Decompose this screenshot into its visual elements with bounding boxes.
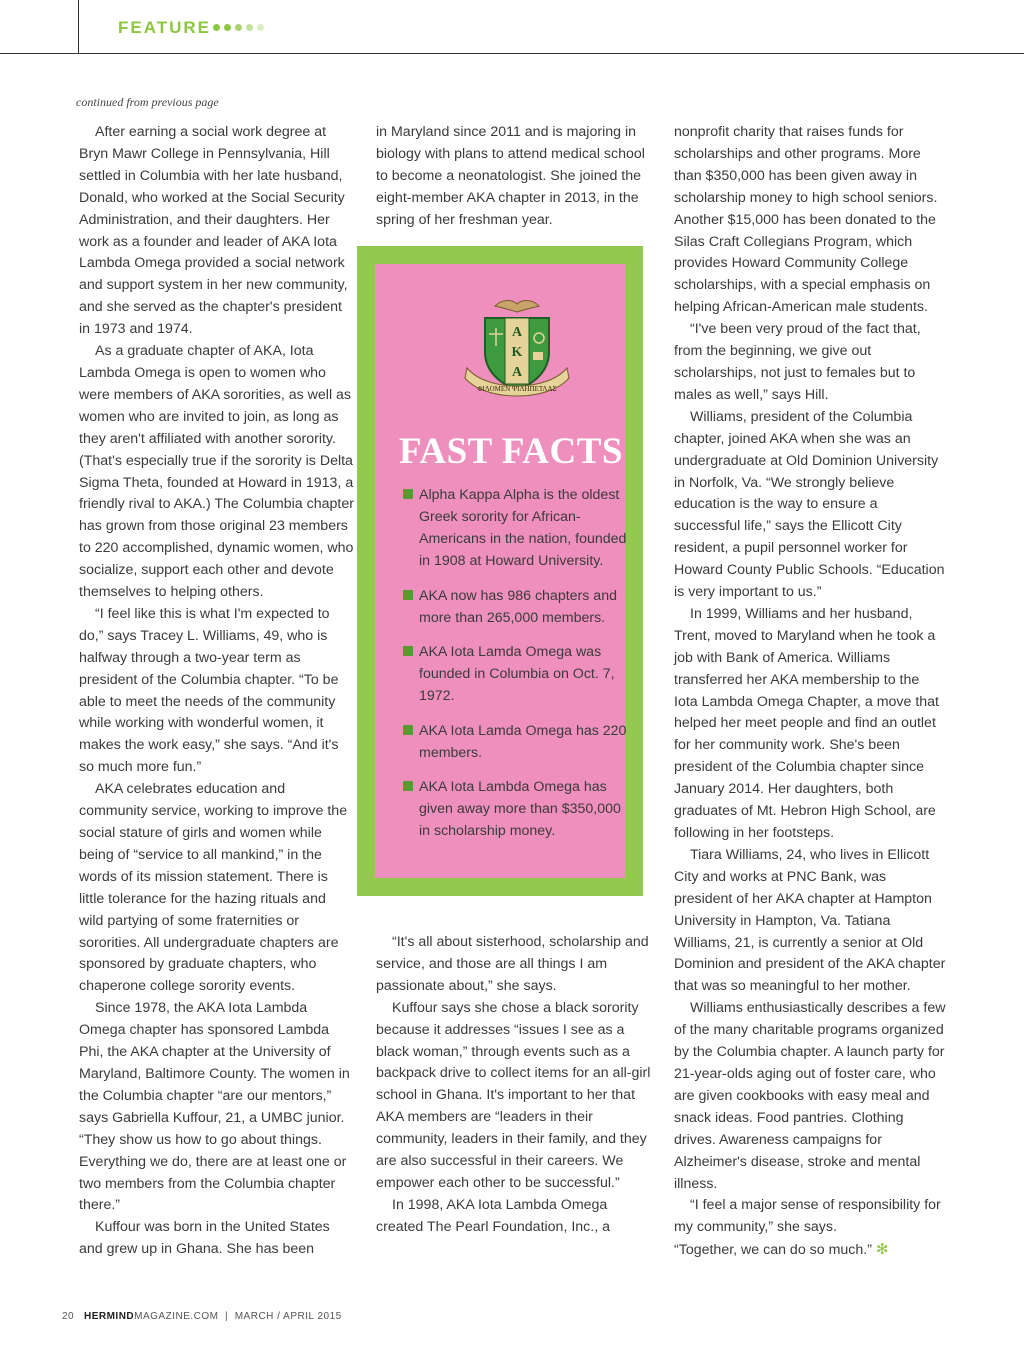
brand-part-1: HERMIND	[83, 1311, 135, 1322]
svg-text:K: K	[511, 345, 523, 360]
paragraph: Since 1978, the AKA Iota Lambda Omega chapter has sponsored Lambda Phi, the AKA chapter at the University of Maryland, Baltimore County. The women in the Columbia chapter “are our mentors,” says Gabriella Kuffour, 21, a UMBC junior. “They show us how to go about things. Everything we do, there are at least one or two members from the Columbia chapter there.”	[79, 1000, 350, 1214]
fact-text: AKA now has 986 chapters and more than 265,000 members.	[419, 587, 617, 626]
dot-icon	[246, 24, 253, 31]
paragraph: In 1998, AKA Iota Lambda Omega created The Pearl Foundation, Inc., a	[376, 1196, 610, 1235]
dot-icon	[224, 24, 231, 31]
square-bullet-icon	[403, 725, 413, 735]
list-item	[403, 776, 627, 842]
svg-text:A: A	[511, 365, 523, 380]
closing-line	[674, 1239, 946, 1262]
page-number: 20	[62, 1311, 75, 1322]
dot-icon	[213, 24, 220, 31]
list-item	[403, 720, 627, 764]
article-column-3	[674, 122, 946, 1262]
list-item	[403, 585, 627, 629]
dot-icon	[235, 24, 242, 31]
footer-separator: |	[225, 1311, 229, 1322]
article-column-1	[79, 122, 354, 1261]
list-item	[403, 484, 627, 572]
paragraph: in Maryland since 2011 and is majoring in biology with plans to attend medical school to become a neonatologist. She joined the eight-member AKA chapter in 2013, in the spring of her freshman year.	[376, 124, 645, 228]
paragraph: In 1999, Williams and her husband, Trent, moved to Maryland when he took a job with Bank of America. Williams transferred her AKA membership to the Iota Lambda Omega Chapter, a move that helped her meet people and find an outlet for her community work. She's been president of the Columbia chapter since January 2014. Her daughters, both graduates of Mt. Hebron High School, are following in her footsteps.	[674, 605, 939, 841]
paragraph: Kuffour says she chose a black sorority because it addresses “issues I see as a black woman,” through events such as a backpack drive to collect items for an all-girl school in Ghana. It's important to her that AKA members are “leaders in their community, leaders in their family, and they are also successful in their careers. We empower each other to be successful.”	[376, 999, 651, 1191]
fact-text: AKA Iota Lamda Omega has 220 members.	[419, 722, 627, 761]
brand-part-3: .COM	[190, 1311, 219, 1322]
paragraph: “I've been very proud of the fact that, from the beginning, we give out scholarships, not just to females but to males as well,” says Hill.	[674, 321, 921, 403]
svg-text:ΦΙΛΟΜΕΝ ΨΙΛΗΠΕΤΛΑΣ: ΦΙΛΟΜΕΝ ΨΙΛΗΠΕΤΛΑΣ	[477, 385, 557, 393]
square-bullet-icon	[403, 590, 413, 600]
issue-date: MARCH / APRIL 2015	[234, 1311, 342, 1322]
paragraph: “It's all about sisterhood, scholarship and service, and those are all things I am passionate about,” she says.	[376, 934, 649, 994]
fact-text: Alpha Kappa Alpha is the oldest Greek sorority for African-Americans in the nation, founded in 1908 at Howard University.	[419, 487, 627, 569]
paragraph: “I feel like this is what I'm expected to do,” says Tracey L. Williams, 49, who is halfway through a two-year term as president of the Columbia chapter. “To be able to meet the needs of the community while working with wonderful women, it makes the work easy,” she says. “And it's so much more fun.”	[79, 605, 339, 776]
dot-icon	[257, 24, 264, 31]
fact-text: AKA Iota Lambda Omega has given away more than $350,000 in scholarship money.	[419, 779, 621, 839]
end-mark-icon: ✻	[875, 1241, 889, 1259]
svg-text:A: A	[511, 325, 523, 340]
paragraph: As a graduate chapter of AKA, Iota Lambda Omega is open to women who were members of AKA sororities, as well as women who are invited to join, as long as they aren't affiliated with another sorority. (That's especially true if the sorority is Delta Sigma Theta, founded at Howard in 1913, a friendly rival to AKA.) The Columbia chapter has grown from those original 23 members to 220 accomplished, dynamic women, who socialize, support each other and devote themselves to helping others.	[79, 343, 354, 601]
paragraph: AKA celebrates education and community service, working to improve the social stature of girls and women while being of “service to all mankind,” in the words of its mission statement. There is little tolerance for the hazing rituals and wild partying of some fraternities or sororities. All undergraduate chapters are sponsored by graduate chapters, who chaperone college sorority events.	[79, 781, 348, 995]
paragraph: Williams enthusiastically describes a few of the many charitable programs organized by the Columbia chapter. A launch party for 21-year-olds aging out of foster care, who are given cookbooks with easy meal and snack ideas. Food pantries. Clothing drives. Awareness campaigns for Alzheimer's disease, stroke and mental illness.	[674, 1000, 946, 1192]
header-divider-vertical	[78, 0, 79, 54]
header-rule	[0, 53, 1024, 54]
article-column-2-top	[376, 122, 651, 232]
square-bullet-icon	[403, 781, 413, 791]
section-title: FEATURE	[118, 18, 212, 37]
fast-facts-panel	[375, 264, 625, 878]
square-bullet-icon	[403, 489, 413, 499]
paragraph: Williams, president of the Columbia chapter, joined AKA when she was an undergraduate at Old Dominion University in Norfolk, Va. “We strongly believe education is the way to ensure a successful life,” says the Ellicott City resident, a pupil personnel worker for Howard County Public Schools. “Education is very important to us.”	[674, 408, 945, 601]
continued-note: continued from previous page	[76, 95, 219, 109]
fast-facts-list	[403, 484, 627, 855]
brand-part-2: MAGAZINE	[134, 1311, 191, 1322]
article-column-2-bottom	[376, 932, 651, 1239]
fast-facts-title: FAST FACTS	[399, 431, 623, 472]
fast-facts-box	[357, 246, 643, 896]
page-footer	[62, 1311, 342, 1322]
fact-text: AKA Iota Lamda Omega was founded in Columbia on Oct. 7, 1972.	[419, 644, 615, 704]
paragraph: “I feel a major sense of responsibility for my community,” she says.	[674, 1197, 941, 1236]
paragraph: After earning a social work degree at Bryn Mawr College in Pennsylvania, Hill settled in Columbia with her late husband, Donald, who worked at the Social Security Administration, and their daughters. Her work as a founder and leader of AKA Iota Lambda Omega provided a social network and support system in her new community, and she served as the chapter's president in 1973 and 1974.	[79, 124, 348, 338]
section-dots	[213, 24, 264, 31]
paragraph: Tiara Williams, 24, who lives in Ellicott City and works at PNC Bank, was president of her AKA chapter at Hampton University in Hampton, Va. Tatiana Williams, 21, is currently a senior at Old Dominion and president of the AKA chapter that was so meaningful to her mother.	[674, 846, 946, 995]
list-item	[403, 641, 627, 707]
paragraph: Kuffour was born in the United States and grew up in Ghana. She has been	[79, 1219, 330, 1258]
square-bullet-icon	[403, 646, 413, 656]
paragraph: nonprofit charity that raises funds for scholarships and other programs. More than $350,000 has been given away in scholarship money to high school seniors. Another $15,000 has been donated to the Silas Craft Collegians Program, which provides Howard Community College scholarships, with a special emphasis on helping African-American male students.	[674, 124, 938, 316]
closing-quote: “Together, we can do so much.”	[674, 1242, 872, 1259]
aka-crest-icon	[457, 292, 577, 402]
